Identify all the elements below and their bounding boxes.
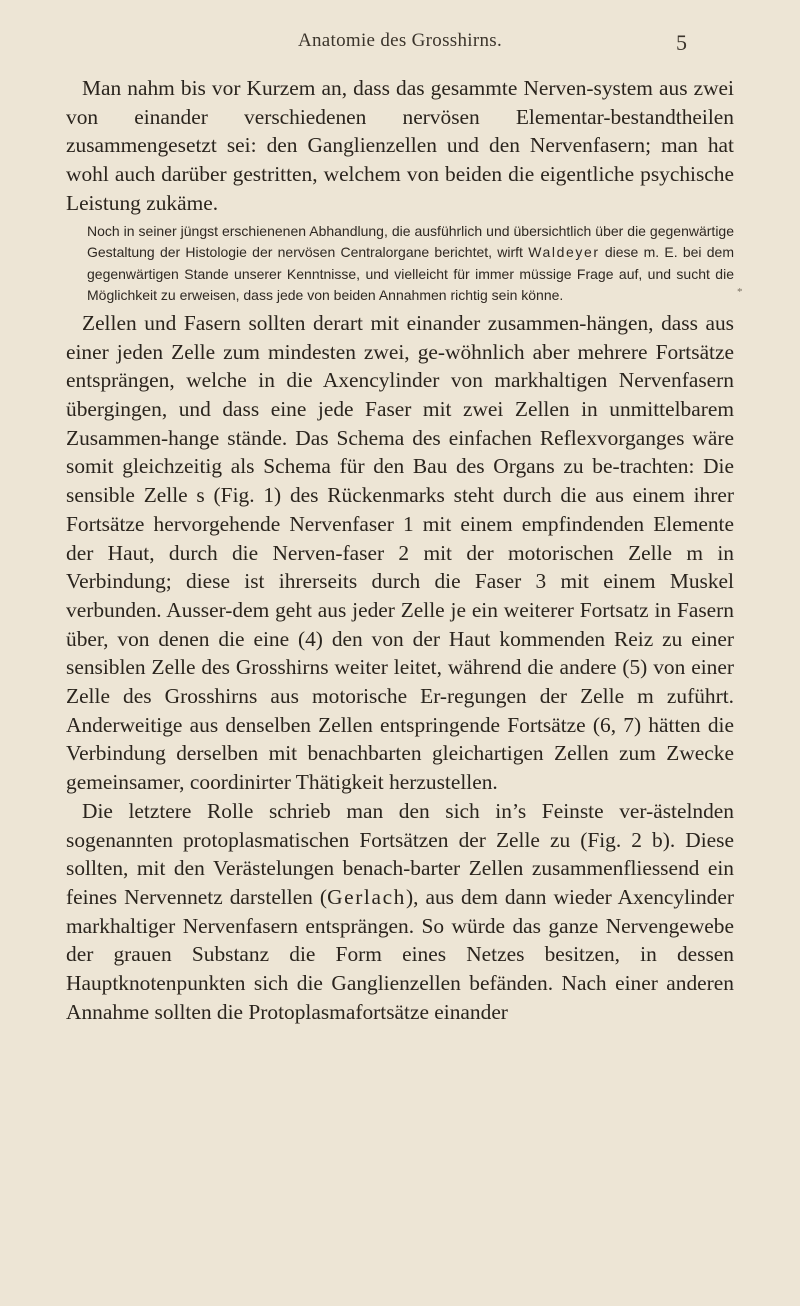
page-number: 5 [676, 30, 687, 55]
note-text-after: diese m. E. bei dem gegenwärtigen Stande unserer Kenntnisse, und vielleicht für immer müssige Frage auf, und sucht die Möglichkeit zu erweisen, dass jede von beiden Annahmen richtig sein könne. [87, 244, 734, 304]
author-name-gerlach: Gerlach [327, 884, 406, 909]
main-text [66, 74, 734, 1026]
paragraph-3-before: Die letztere Rolle schrieb man den sich in’s Feinste ver-ästelnden sogenannten protoplasmatischen Fortsätzen der Zelle zu (Fig. 2 b). Diese sollten, mit den Verästelungen benach-barter Zellen zusammenfliessend ein feines Nervennetz darstellen ( [66, 798, 734, 909]
footnote-small-print [66, 221, 734, 307]
author-name-waldeyer: Waldeyer [528, 244, 600, 261]
paragraph-3-after: ), aus dem dann wieder Axencylinder markhaltiger Nervenfasern entsprängen. So würde das ganze Nervengewebe der grauen Substanz die Form eines Netzes besitzen, in dessen Hauptknotenpunkten sich die Ganglienzellen befänden. Nach einer anderen Annahme sollten die Protoplasmafortsätze einander [66, 884, 734, 1024]
paragraph-1: Man nahm bis vor Kurzem an, dass das gesammte Nerven-system aus zwei von einander verschiedenen nervösen Elementar-bestandtheilen zusammengesetzt sei: den Ganglienzellen und den Nervenfasern; man hat wohl auch darüber gestritten, welchem von beiden die eigentliche psychische Leistung zukäme. [66, 76, 734, 215]
paragraph-2: Zellen und Fasern sollten derart mit einander zusammen-hängen, dass aus einer jeden Zelle zum mindesten zwei, ge-wöhnlich aber mehrere Fortsätze entsprängen, welche in die Axencylinder von markhaltigen Nervenfasern übergingen, und dass eine jede Faser mit zwei Zellen in unmittelbarem Zusammen-hange stände. Das Schema des einfachen Reflexvorganges wäre somit gleichzeitig als Schema für den Bau des Organs zu be-trachten: Die sensible Zelle s (Fig. 1) des Rückenmarks steht durch die aus einem ihrer Fortsätze hervorgehende Nervenfaser 1 mit einem empfindenden Elemente der Haut, durch die Nerven-faser 2 mit der motorischen Zelle m in Verbindung; diese ist ihrerseits durch die Faser 3 mit einem Muskel verbunden. Ausser-dem geht aus jeder Zelle je ein weiterer Fortsatz in Fasern über, von denen die eine (4) den von der Haut kommenden Reiz zu einer sensiblen Zelle des Grosshirns weiter leitet, während die andere (5) von einer Zelle des Grosshirns aus motorische Er-regungen der Zelle m zuführt. Anderweitige aus denselben Zellen entspringende Fortsätze (6, 7) hätten die Verbindung derselben mit benachbarten gleichartigen Zellen zum Zwecke gemeinsamer, coordinirter Thätigkeit herzustellen. [66, 310, 734, 795]
running-title: Anatomie des Grosshirns. [297, 30, 503, 51]
note-text-before: Noch in seiner jüngst erschienenen Abhandlung, die ausführlich und übersichtlich über die gegenwärtige Gestaltung der Histologie der nervösen Centralorgane berichtet, wirft [87, 222, 734, 261]
margin-mark: * [737, 286, 743, 298]
paragraph-3 [66, 797, 734, 1027]
